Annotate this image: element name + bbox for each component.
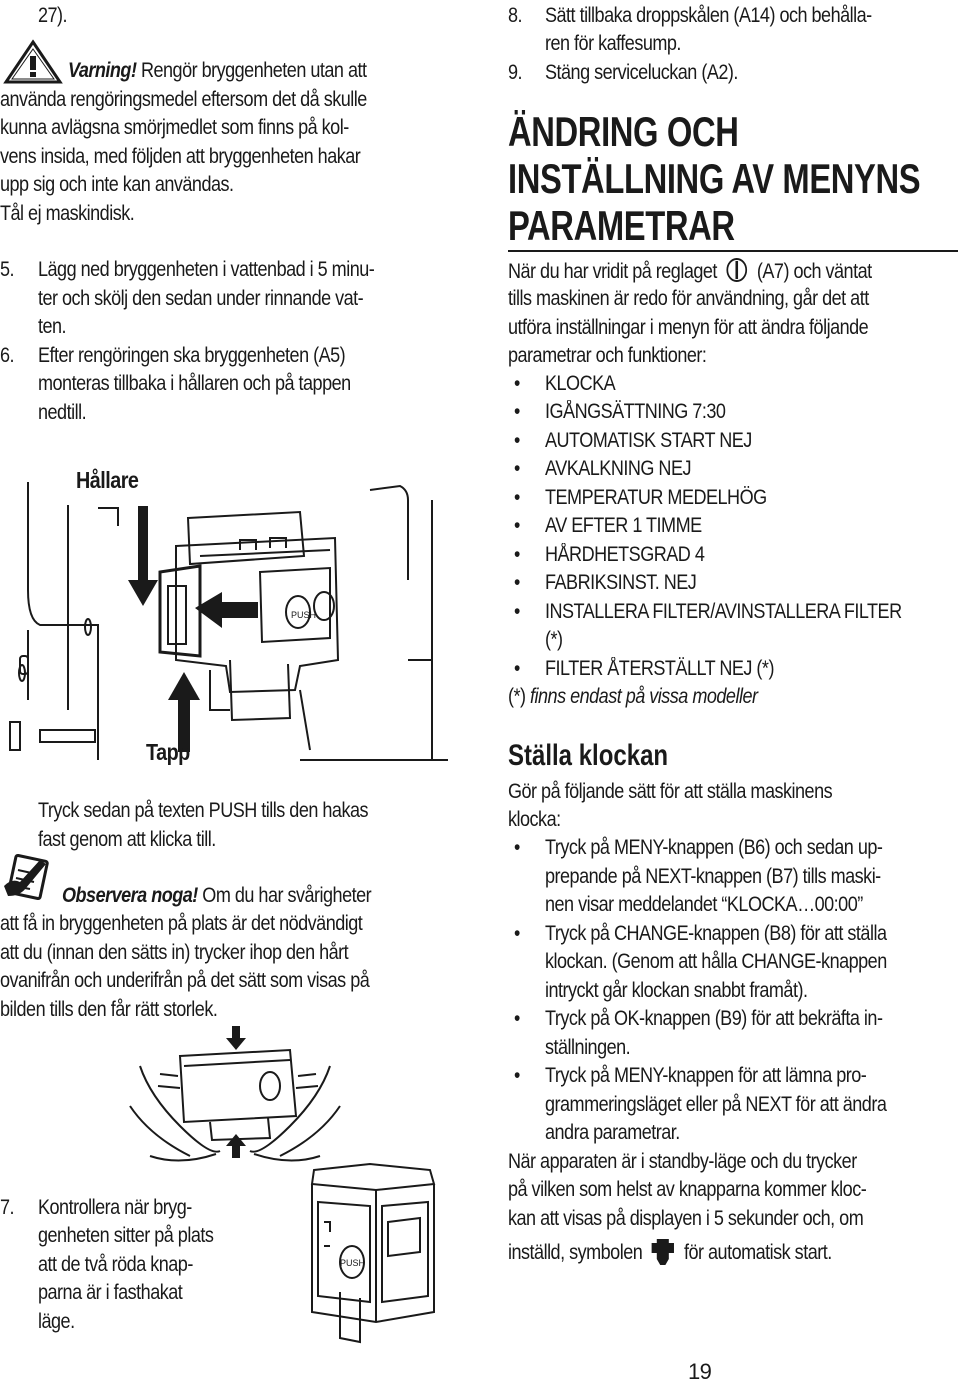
menu-item-3: • AUTOMATISK START NEJ [545, 427, 752, 456]
push-label-fig1: PUSH [291, 610, 317, 620]
footnote: (*) finns endast på vissa modeller [508, 685, 758, 708]
note-line-2: att få in bryggenheten på plats är det nödvändigt [0, 912, 363, 935]
standby-line-2: på vilken som helst av knapparna kommer kloc- [508, 1178, 867, 1201]
clock-step-2-line-2: klockan. (Genom att hålla CHANGE-knappen [545, 950, 887, 973]
note-line-1: Observera noga! Om du har svårigheter [62, 884, 372, 907]
menu-item-6: • AV EFTER 1 TIMME [545, 512, 702, 541]
clock-step-1-line-1: • Tryck på MENY-knappen (B6) och sedan up- [545, 834, 882, 863]
brew-unit-holder-illustration [0, 460, 450, 780]
step-5-line-2: ter och skölj den sedan under rinnande vat- [38, 287, 364, 310]
note-hand-writing-icon [2, 852, 52, 907]
step-7-line-2: genheten sitter på plats [38, 1224, 214, 1247]
step-5-line-3: ten. [38, 315, 67, 338]
step-6-line-1: Efter rengöringen ska bryggenheten (A5) [38, 344, 346, 367]
step-7-line-5: läge. [38, 1310, 75, 1333]
menu-item-8: • FABRIKSINST. NEJ [545, 569, 696, 598]
menu-item-1: • KLOCKA [545, 370, 615, 399]
step-5-number: 5. [0, 258, 15, 281]
step-6-number: 6. [0, 344, 15, 367]
note-line-4: ovanifrån och underifrån på det sätt som visas på [0, 969, 370, 992]
caption-line-1: Tryck sedan på texten PUSH tills den hakas [38, 799, 368, 822]
heading-underline [508, 250, 958, 252]
auto-start-symbol-icon [647, 1233, 680, 1259]
warning-line-3: kunna avlägsna smörjmedlet som finns på kol- [0, 116, 349, 139]
heading-menu-line-2: INSTÄLLNING AV MENYNS [508, 155, 921, 202]
note-label: Observera noga! [62, 884, 198, 907]
intro-line-4: parametrar och funktioner: [508, 344, 707, 367]
warning-line-4: vens insida, med följden att bryggenheten hakar [0, 145, 361, 168]
menu-item-5: • TEMPERATUR MEDELHÖG [545, 484, 767, 513]
step-8-line-2: ren för kaffesump. [545, 32, 681, 55]
clock-step-4-line-2: grammeringsläget eller på NEXT för att ändra [545, 1093, 887, 1116]
step-7-line-1: Kontrollera när bryg- [38, 1196, 192, 1219]
clock-intro-line-1: Gör på följande sätt för att ställa maskinens [508, 780, 833, 803]
warning-line-6: Tål ej maskindisk. [0, 202, 135, 225]
menu-item-9-cont: (*) [545, 628, 563, 651]
clock-step-1-line-2: prepande på NEXT-knappen (B7) tills maski- [545, 865, 881, 888]
step-7-number: 7. [0, 1196, 15, 1219]
note-line-3: att du (innan den sätts in) trycker ihop den hårt [0, 941, 349, 964]
caption-line-2: fast genom att klicka till. [38, 828, 216, 851]
step-9-line-1: Stäng serviceluckan (A2). [545, 61, 738, 84]
clock-step-2-line-3: intryckt går klockan snabbt framåt). [545, 979, 808, 1002]
step-8-number: 8. [508, 4, 523, 27]
step-6-line-3: nedtill. [38, 401, 87, 424]
clock-step-2-line-1: • Tryck på CHANGE-knappen (B8) för att ställa [545, 920, 886, 949]
standby-line-3: kan att visas på displayen i 5 sekunder och, om [508, 1207, 864, 1230]
heading-set-clock: Ställa klockan [508, 739, 669, 772]
clock-step-4-line-3: andra parametrar. [545, 1121, 680, 1144]
menu-item-7: • HÅRDHETSGRAD 4 [545, 541, 704, 570]
step-7-line-4: parna är i fasthakat [38, 1281, 183, 1304]
label-holder: Hållare [76, 467, 139, 493]
menu-item-10: • FILTER ÅTERSTÄLLT NEJ (*) [545, 655, 774, 684]
hands-compress-illustration [120, 1026, 350, 1171]
clock-step-1-line-3: nen visar meddelandet “KLOCKA…00:00” [545, 893, 863, 916]
note-line-5: bilden tills den får rätt storlek. [0, 998, 218, 1021]
label-pin: Tapp [146, 739, 190, 765]
clock-step-3-line-1: • Tryck på OK-knappen (B9) för att bekräfta in- [545, 1005, 882, 1034]
clock-step-3-line-2: ställningen. [545, 1036, 631, 1059]
warning-triangle-icon [4, 40, 62, 89]
warning-label: Varning! [68, 59, 137, 82]
power-knob-icon [721, 257, 752, 281]
page-number: 19 [688, 1359, 712, 1384]
step-6-line-2: monteras tillbaka i hållaren och på tappen [38, 372, 351, 395]
menu-item-9: • INSTALLERA FILTER/AVINSTALLERA FILTER [545, 598, 902, 627]
step-8-line-1: Sätt tillbaka droppskålen (A14) och behålla- [545, 4, 872, 27]
heading-menu-line-1: ÄNDRING OCH [508, 108, 739, 155]
warning-line-2: använda rengöringsmedel eftersom det då skulle [0, 88, 367, 111]
clock-step-4-line-1: • Tryck på MENY-knappen för att lämna pro- [545, 1062, 866, 1091]
brew-unit-front-illustration [300, 1162, 450, 1367]
warning-line-5: upp sig och inte kan användas. [0, 173, 234, 196]
intro-line-2: tills maskinen är redo för användning, går det att [508, 287, 869, 310]
continued-step-ref: 27). [38, 4, 68, 27]
push-label-fig3: PUSH [340, 1258, 366, 1268]
step-5-line-1: Lägg ned bryggenheten i vattenbad i 5 minu- [38, 258, 375, 281]
intro-line-3: utföra inställningar i menyn för att ändra följande [508, 316, 869, 339]
clock-intro-line-2: klocka: [508, 808, 561, 831]
heading-menu-line-3: PARAMETRAR [508, 202, 735, 249]
step-7-line-3: att de två röda knap- [38, 1253, 193, 1276]
warning-line-1: Varning! Rengör bryggenheten utan att [68, 59, 367, 82]
standby-line-1: När apparaten är i standby-läge och du trycker [508, 1150, 857, 1173]
menu-item-2: • IGÅNGSÄTTNING 7:30 [545, 398, 725, 427]
intro-line-1: När du har vridit på reglaget (A7) och väntat [508, 257, 872, 287]
menu-item-4: • AVKALKNING NEJ [545, 455, 691, 484]
step-9-number: 9. [508, 61, 523, 84]
standby-line-4: inställd, symbolen för automatisk start. [508, 1233, 832, 1268]
